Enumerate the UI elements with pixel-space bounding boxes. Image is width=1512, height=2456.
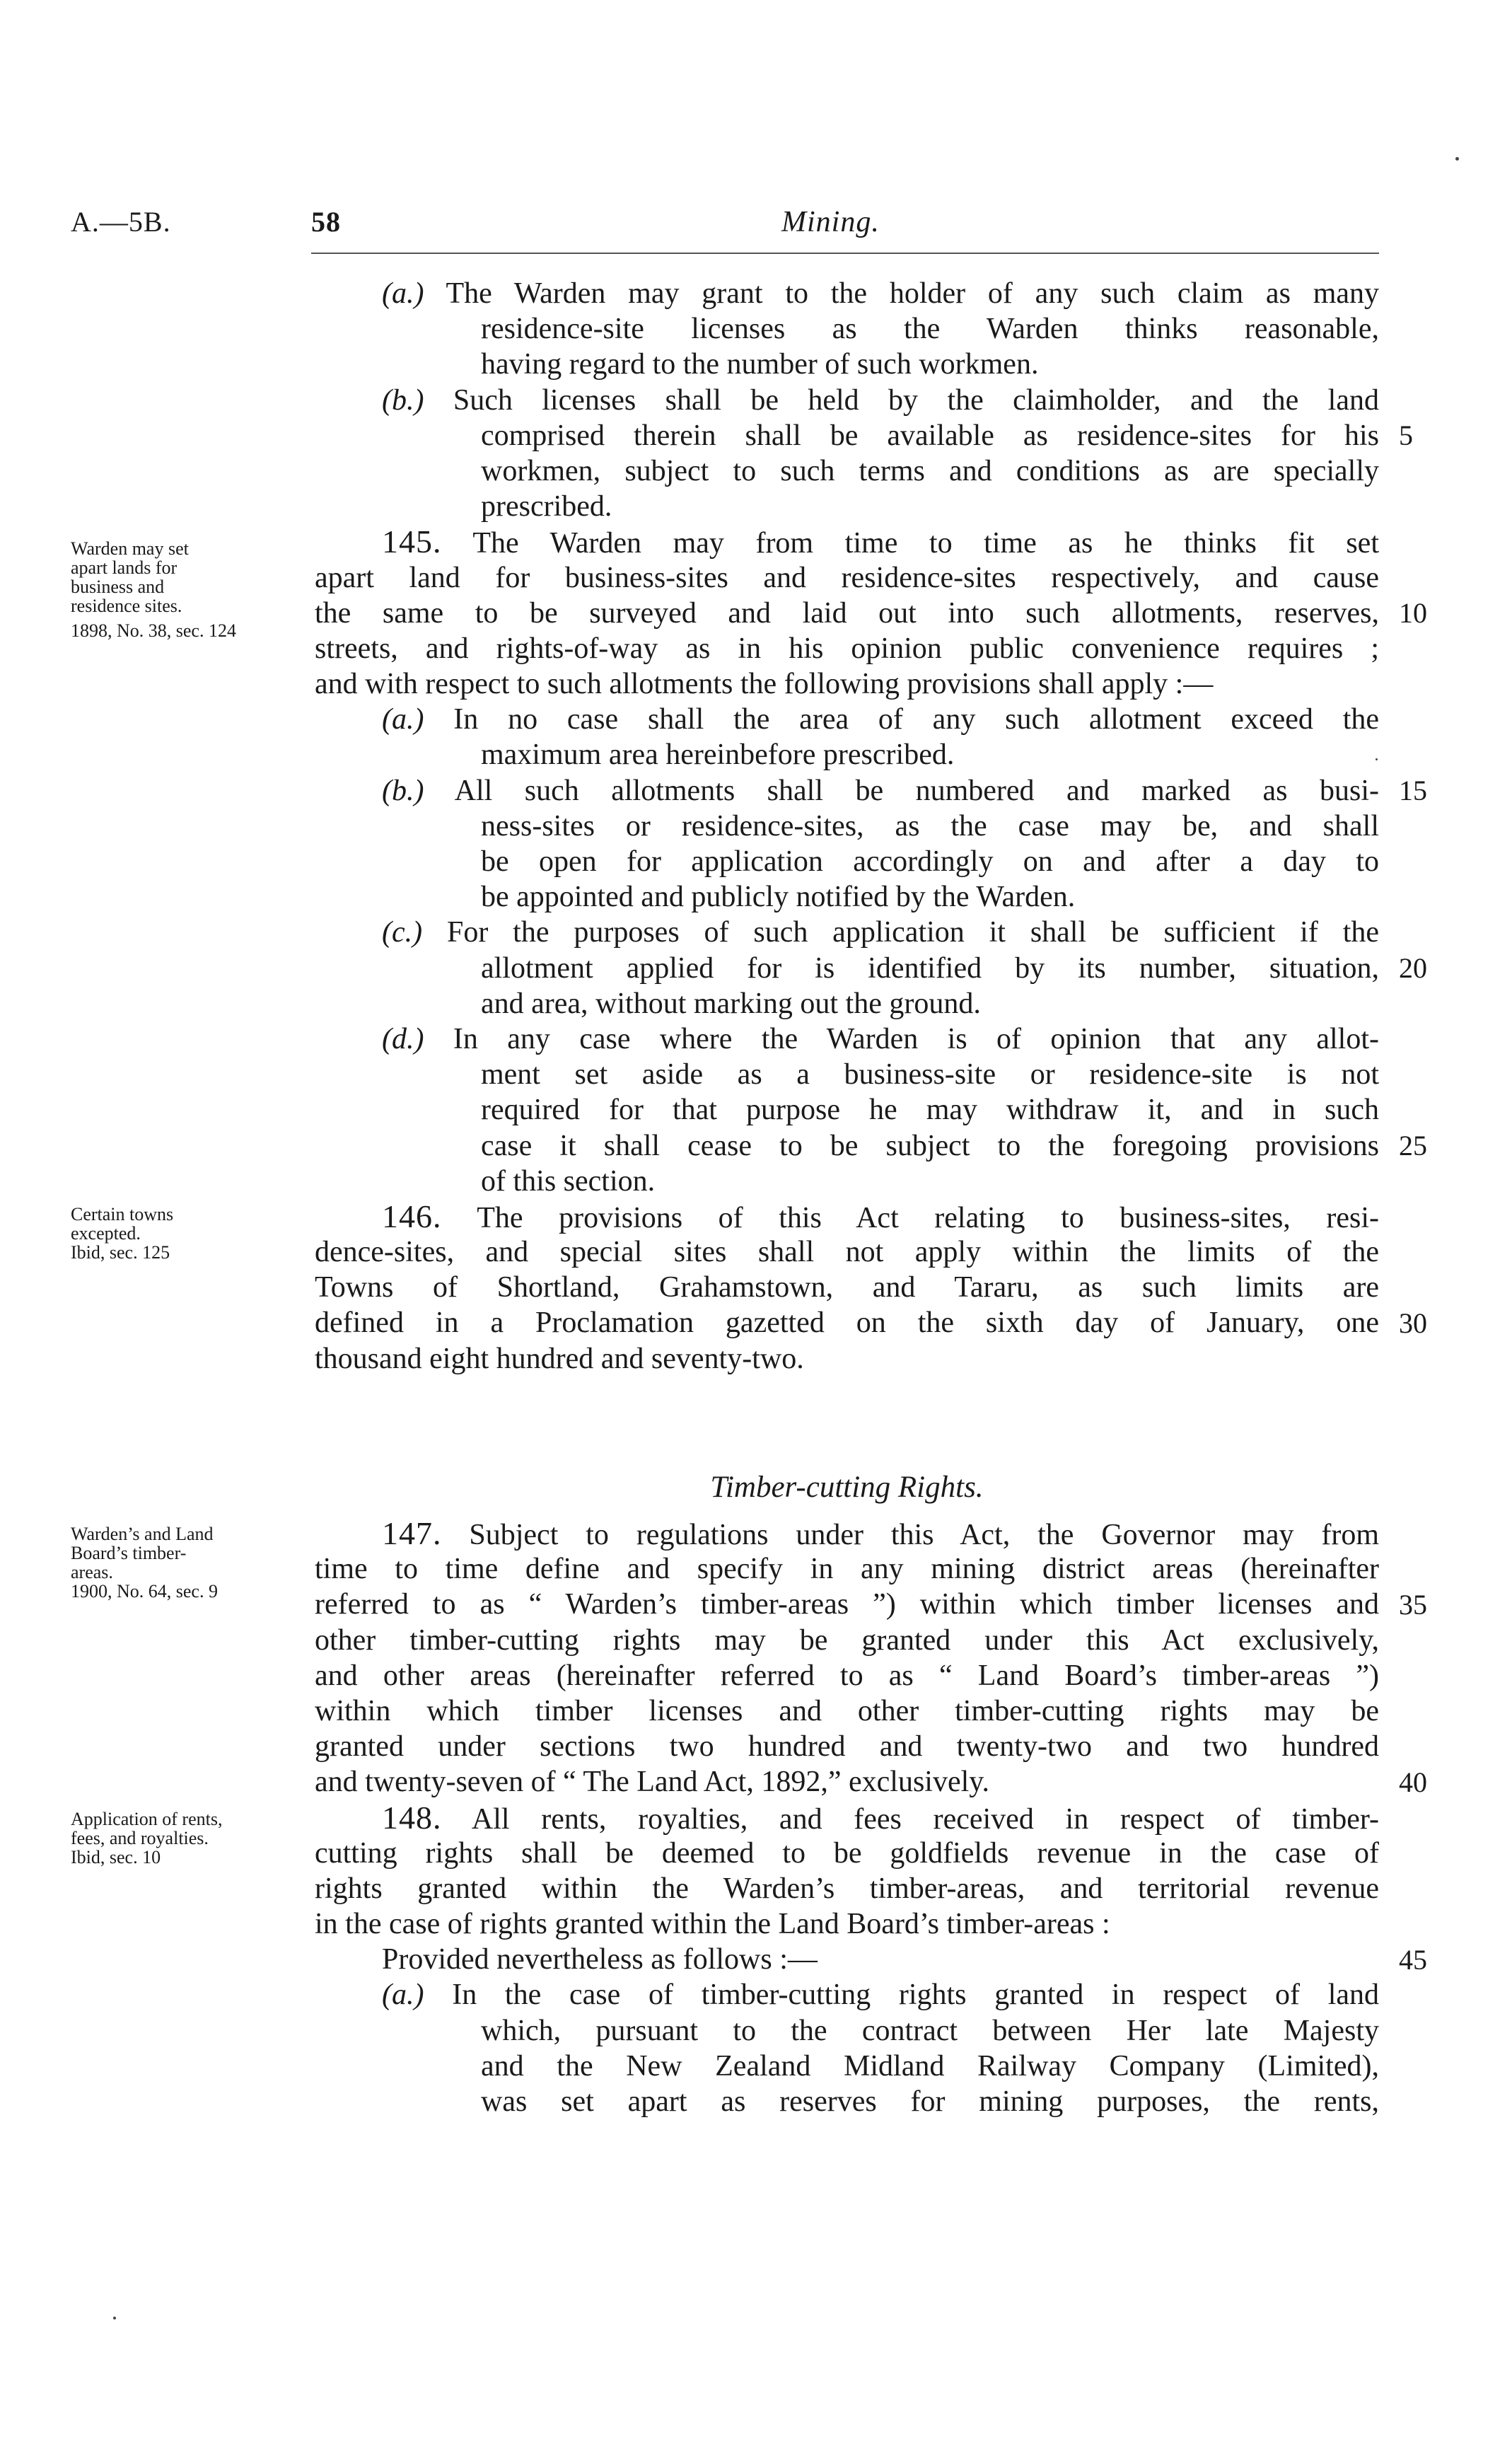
clause-text: In no case shall the area of any such allotment exceed the xyxy=(453,703,1380,736)
clause-label: (a.) xyxy=(382,1979,424,2012)
section-number: 146. xyxy=(382,1198,442,1234)
margin-note-line: excepted. xyxy=(71,1223,141,1244)
section-147-line: time to time define and specify in any mining district areas (hereinafter xyxy=(315,1553,1379,1586)
margin-note-148 xyxy=(71,1809,297,1867)
line-number: 25 xyxy=(1399,1130,1427,1162)
section-146-line: dence-sites, and special sites shall not apply within the limits of the xyxy=(315,1236,1379,1269)
clause-line: prescribed. xyxy=(481,490,612,523)
section-145-line: apart land for business-sites and residence-sites respectively, and cause xyxy=(315,561,1379,594)
section-text: The provisions of this Act relating to business-sites, resi- xyxy=(477,1201,1379,1234)
section-147-line: other timber-cutting rights may be granted under this Act exclusively, xyxy=(315,1623,1379,1657)
clause-line: be open for application accordingly on and after a day to xyxy=(481,845,1379,878)
clause-line: having regard to the number of such workmen. xyxy=(481,348,1039,381)
margin-note-line: Ibid, sec. 10 xyxy=(71,1847,161,1867)
clause-label: (c.) xyxy=(382,916,423,949)
clause-line: maximum area hereinbefore prescribed. xyxy=(481,738,955,772)
section-146-line: Towns of Shortland, Grahamstown, and Tararu, as such limits are xyxy=(315,1271,1379,1304)
clause-text: In the case of timber-cutting rights granted in respect of land xyxy=(452,1979,1379,2012)
page-number: 58 xyxy=(311,206,341,238)
margin-note-line: 1898, No. 38, sec. 124 xyxy=(71,620,236,641)
margin-note-145 xyxy=(71,539,297,640)
section-147-line: and other areas (hereinafter referred to as “ Land Board’s timber-areas ”) xyxy=(315,1659,1379,1692)
clause-line: ment set aside as a business-site or residence-site is not xyxy=(481,1058,1379,1091)
section-147-line: within which timber licenses and other timber-cutting rights may be xyxy=(315,1694,1379,1727)
header-rule xyxy=(311,253,1379,254)
clause-line: workmen, subject to such terms and conditions as are specially xyxy=(481,454,1379,487)
margin-note-line: Ibid, sec. 125 xyxy=(71,1242,170,1263)
clause-line xyxy=(315,915,1379,950)
line-number: 35 xyxy=(1399,1589,1427,1621)
section-text: The Warden may from time to time as he thinks fit set xyxy=(472,527,1379,560)
section-147-line: and twenty-seven of “ The Land Act, 1892,” exclusively. xyxy=(315,1766,990,1799)
clause-line: be appointed and publicly notified by the Warden. xyxy=(481,881,1076,914)
section-number: 145. xyxy=(382,523,442,560)
clause-label: (a.) xyxy=(382,703,424,736)
section-text: All rents, royalties, and fees received in respect of timber- xyxy=(471,1802,1379,1836)
line-number: 10 xyxy=(1399,597,1427,629)
section-145-line: streets, and rights-of-way as in his opinion public convenience requires ; xyxy=(315,632,1379,665)
clause-label: (a.) xyxy=(382,277,424,310)
section-heading: Timber-cutting Rights. xyxy=(710,1471,984,1504)
scan-speck xyxy=(1376,758,1378,760)
line-number: 5 xyxy=(1399,419,1413,451)
clause-line: which, pursuant to the contract between Her late Majesty xyxy=(481,2014,1379,2047)
clause-line: and area, without marking out the ground. xyxy=(481,987,981,1020)
clause-line: of this section. xyxy=(481,1164,656,1198)
proviso-line: Provided nevertheless as follows :— xyxy=(382,1943,818,1976)
line-number: 40 xyxy=(1399,1766,1427,1798)
line-number: 15 xyxy=(1399,775,1427,806)
section-148-line: cutting rights shall be deemed to be goldfields revenue in the case of xyxy=(315,1836,1379,1870)
clause-line: allotment applied for is identified by its number, situation, xyxy=(481,951,1379,985)
section-number: 147. xyxy=(382,1515,442,1551)
clause-line xyxy=(315,276,1379,311)
section-147-line xyxy=(315,1516,1379,1551)
section-148-line xyxy=(315,1800,1379,1836)
margin-note-line: Application of rents, xyxy=(71,1809,223,1829)
clause-line xyxy=(315,773,1379,809)
margin-note-line: areas. xyxy=(71,1562,113,1582)
margin-note-line: apart lands for xyxy=(71,557,178,578)
clause-line xyxy=(315,1021,1379,1057)
line-number: 20 xyxy=(1399,952,1427,984)
section-145-line: the same to be surveyed and laid out into such allotments, reserves, xyxy=(315,596,1379,630)
section-146-line: thousand eight hundred and seventy-two. xyxy=(315,1342,804,1375)
clause-text: For the purposes of such application it shall be sufficient if the xyxy=(446,916,1380,949)
section-147-line: referred to as “ Warden’s timber-areas ”) within which timber licenses and xyxy=(315,1588,1379,1621)
margin-note-line: Certain towns xyxy=(71,1204,174,1224)
text-block-lower xyxy=(315,1516,1379,2119)
section-148-line: in the case of rights granted within the Land Board’s timber-areas : xyxy=(315,1908,1110,1941)
scan-speck xyxy=(1455,157,1459,161)
clause-label: (d.) xyxy=(382,1022,424,1055)
clause-line: comprised therein shall be available as residence-sites for his xyxy=(481,419,1379,452)
clause-text: In any case where the Warden is of opinion that any allot- xyxy=(453,1022,1379,1055)
line-number: 45 xyxy=(1399,1944,1427,1976)
clause-text: Such licenses shall be held by the claimholder, and the land xyxy=(453,383,1379,417)
section-148-line: rights granted within the Warden’s timber-areas, and territorial revenue xyxy=(315,1872,1379,1905)
margin-note-147 xyxy=(71,1524,297,1601)
clause-line: case it shall cease to be subject to the foregoing provisions xyxy=(481,1129,1379,1162)
section-147-line: granted under sections two hundred and twenty-two and two hundred xyxy=(315,1730,1379,1763)
page-title: Mining. xyxy=(781,206,880,238)
margin-note-line: Warden may set xyxy=(71,538,189,559)
section-146-line xyxy=(315,1199,1379,1234)
line-number: 30 xyxy=(1399,1307,1427,1339)
clause-line: ness-sites or residence-sites, as the case may be, and shall xyxy=(481,809,1379,842)
text-block-upper xyxy=(315,276,1379,1377)
clause-line: required for that purpose he may withdraw it, and in such xyxy=(481,1094,1379,1127)
section-number: 148. xyxy=(382,1799,442,1836)
clause-label: (b.) xyxy=(382,383,424,417)
clause-line xyxy=(315,702,1379,737)
margin-note-line: Board’s timber- xyxy=(71,1543,187,1563)
margin-note-line: fees, and royalties. xyxy=(71,1828,209,1848)
clause-line xyxy=(315,1977,1379,2012)
section-text: Subject to regulations under this Act, the Governor may from xyxy=(469,1519,1379,1551)
margin-note-line: business and xyxy=(71,577,165,597)
clause-line: was set apart as reserves for mining purposes, the rents, xyxy=(481,2085,1379,2118)
clause-line: residence-site licenses as the Warden thinks reasonable, xyxy=(481,313,1379,346)
clause-line: and the New Zealand Midland Railway Company (Limited), xyxy=(481,2049,1379,2083)
section-146-line: defined in a Proclamation gazetted on the sixth day of January, one xyxy=(315,1307,1379,1340)
clause-text: The Warden may grant to the holder of any such claim as many xyxy=(446,277,1380,310)
clause-line xyxy=(315,383,1379,418)
margin-note-line: residence sites. xyxy=(71,596,182,616)
clause-label: (b.) xyxy=(382,774,424,807)
document-reference: A.—5B. xyxy=(71,206,171,238)
margin-note-line: 1900, No. 64, sec. 9 xyxy=(71,1581,218,1601)
clause-text: All such allotments shall be numbered and marked as busi- xyxy=(454,774,1379,807)
section-145-line xyxy=(315,524,1379,560)
section-145-line: and with respect to such allotments the following provisions shall apply :— xyxy=(315,668,1214,701)
margin-note-146 xyxy=(71,1205,297,1262)
scan-speck xyxy=(113,2317,116,2319)
margin-note-line: Warden’s and Land xyxy=(71,1524,214,1544)
